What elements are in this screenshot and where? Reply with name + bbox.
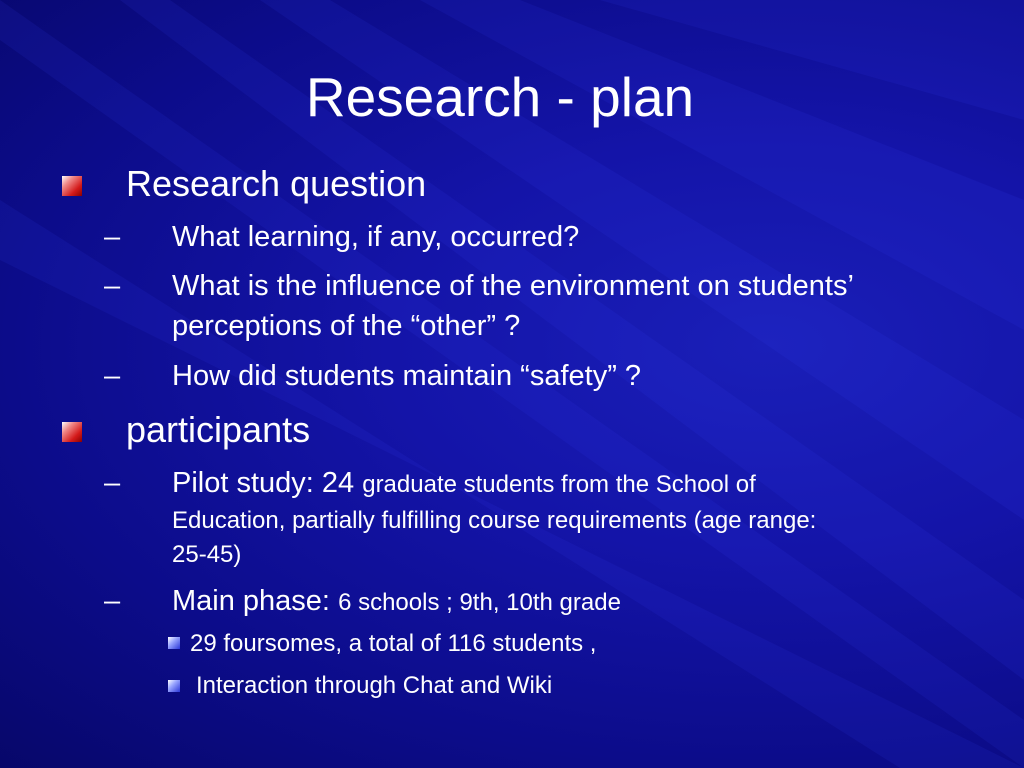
dash-bullet: – [104, 221, 121, 253]
pilot-study-detail: graduate students from the School of [362, 471, 756, 498]
pilot-study-line2: Education, partially fulfilling course requirements (age range: [172, 507, 817, 534]
section-heading-research-question: Research question [126, 163, 427, 204]
question-item: What is the influence of the environment on students’ [172, 270, 854, 302]
dash-bullet: – [104, 467, 121, 499]
main-phase-item [172, 582, 992, 622]
main-phase-detail: 6 schools ; 9th, 10th grade [338, 589, 621, 616]
pilot-study-lead: Pilot study: 24 [172, 467, 355, 499]
pilot-study-item [172, 464, 992, 504]
dash-bullet: – [104, 585, 121, 617]
question-item: What learning, if any, occurred? [172, 221, 580, 253]
main-phase-subitem: Interaction through Chat and Wiki [196, 672, 553, 699]
question-item: How did students maintain “safety” ? [172, 360, 642, 392]
red-square-bullet-icon [62, 422, 82, 442]
red-square-bullet-icon [62, 176, 82, 196]
pilot-study-line3: 25-45) [172, 541, 242, 568]
dash-bullet: – [104, 360, 121, 392]
main-phase-lead: Main phase: [172, 585, 330, 617]
question-item-continued: perceptions of the “other” ? [172, 310, 521, 342]
section-heading-participants: participants [126, 409, 311, 450]
dash-bullet: – [104, 270, 121, 302]
blue-square-bullet-icon [168, 680, 180, 692]
blue-square-bullet-icon [168, 637, 180, 649]
main-phase-subitem: 29 foursomes, a total of 116 students , [190, 630, 597, 657]
slide-title: Research - plan [305, 66, 695, 128]
